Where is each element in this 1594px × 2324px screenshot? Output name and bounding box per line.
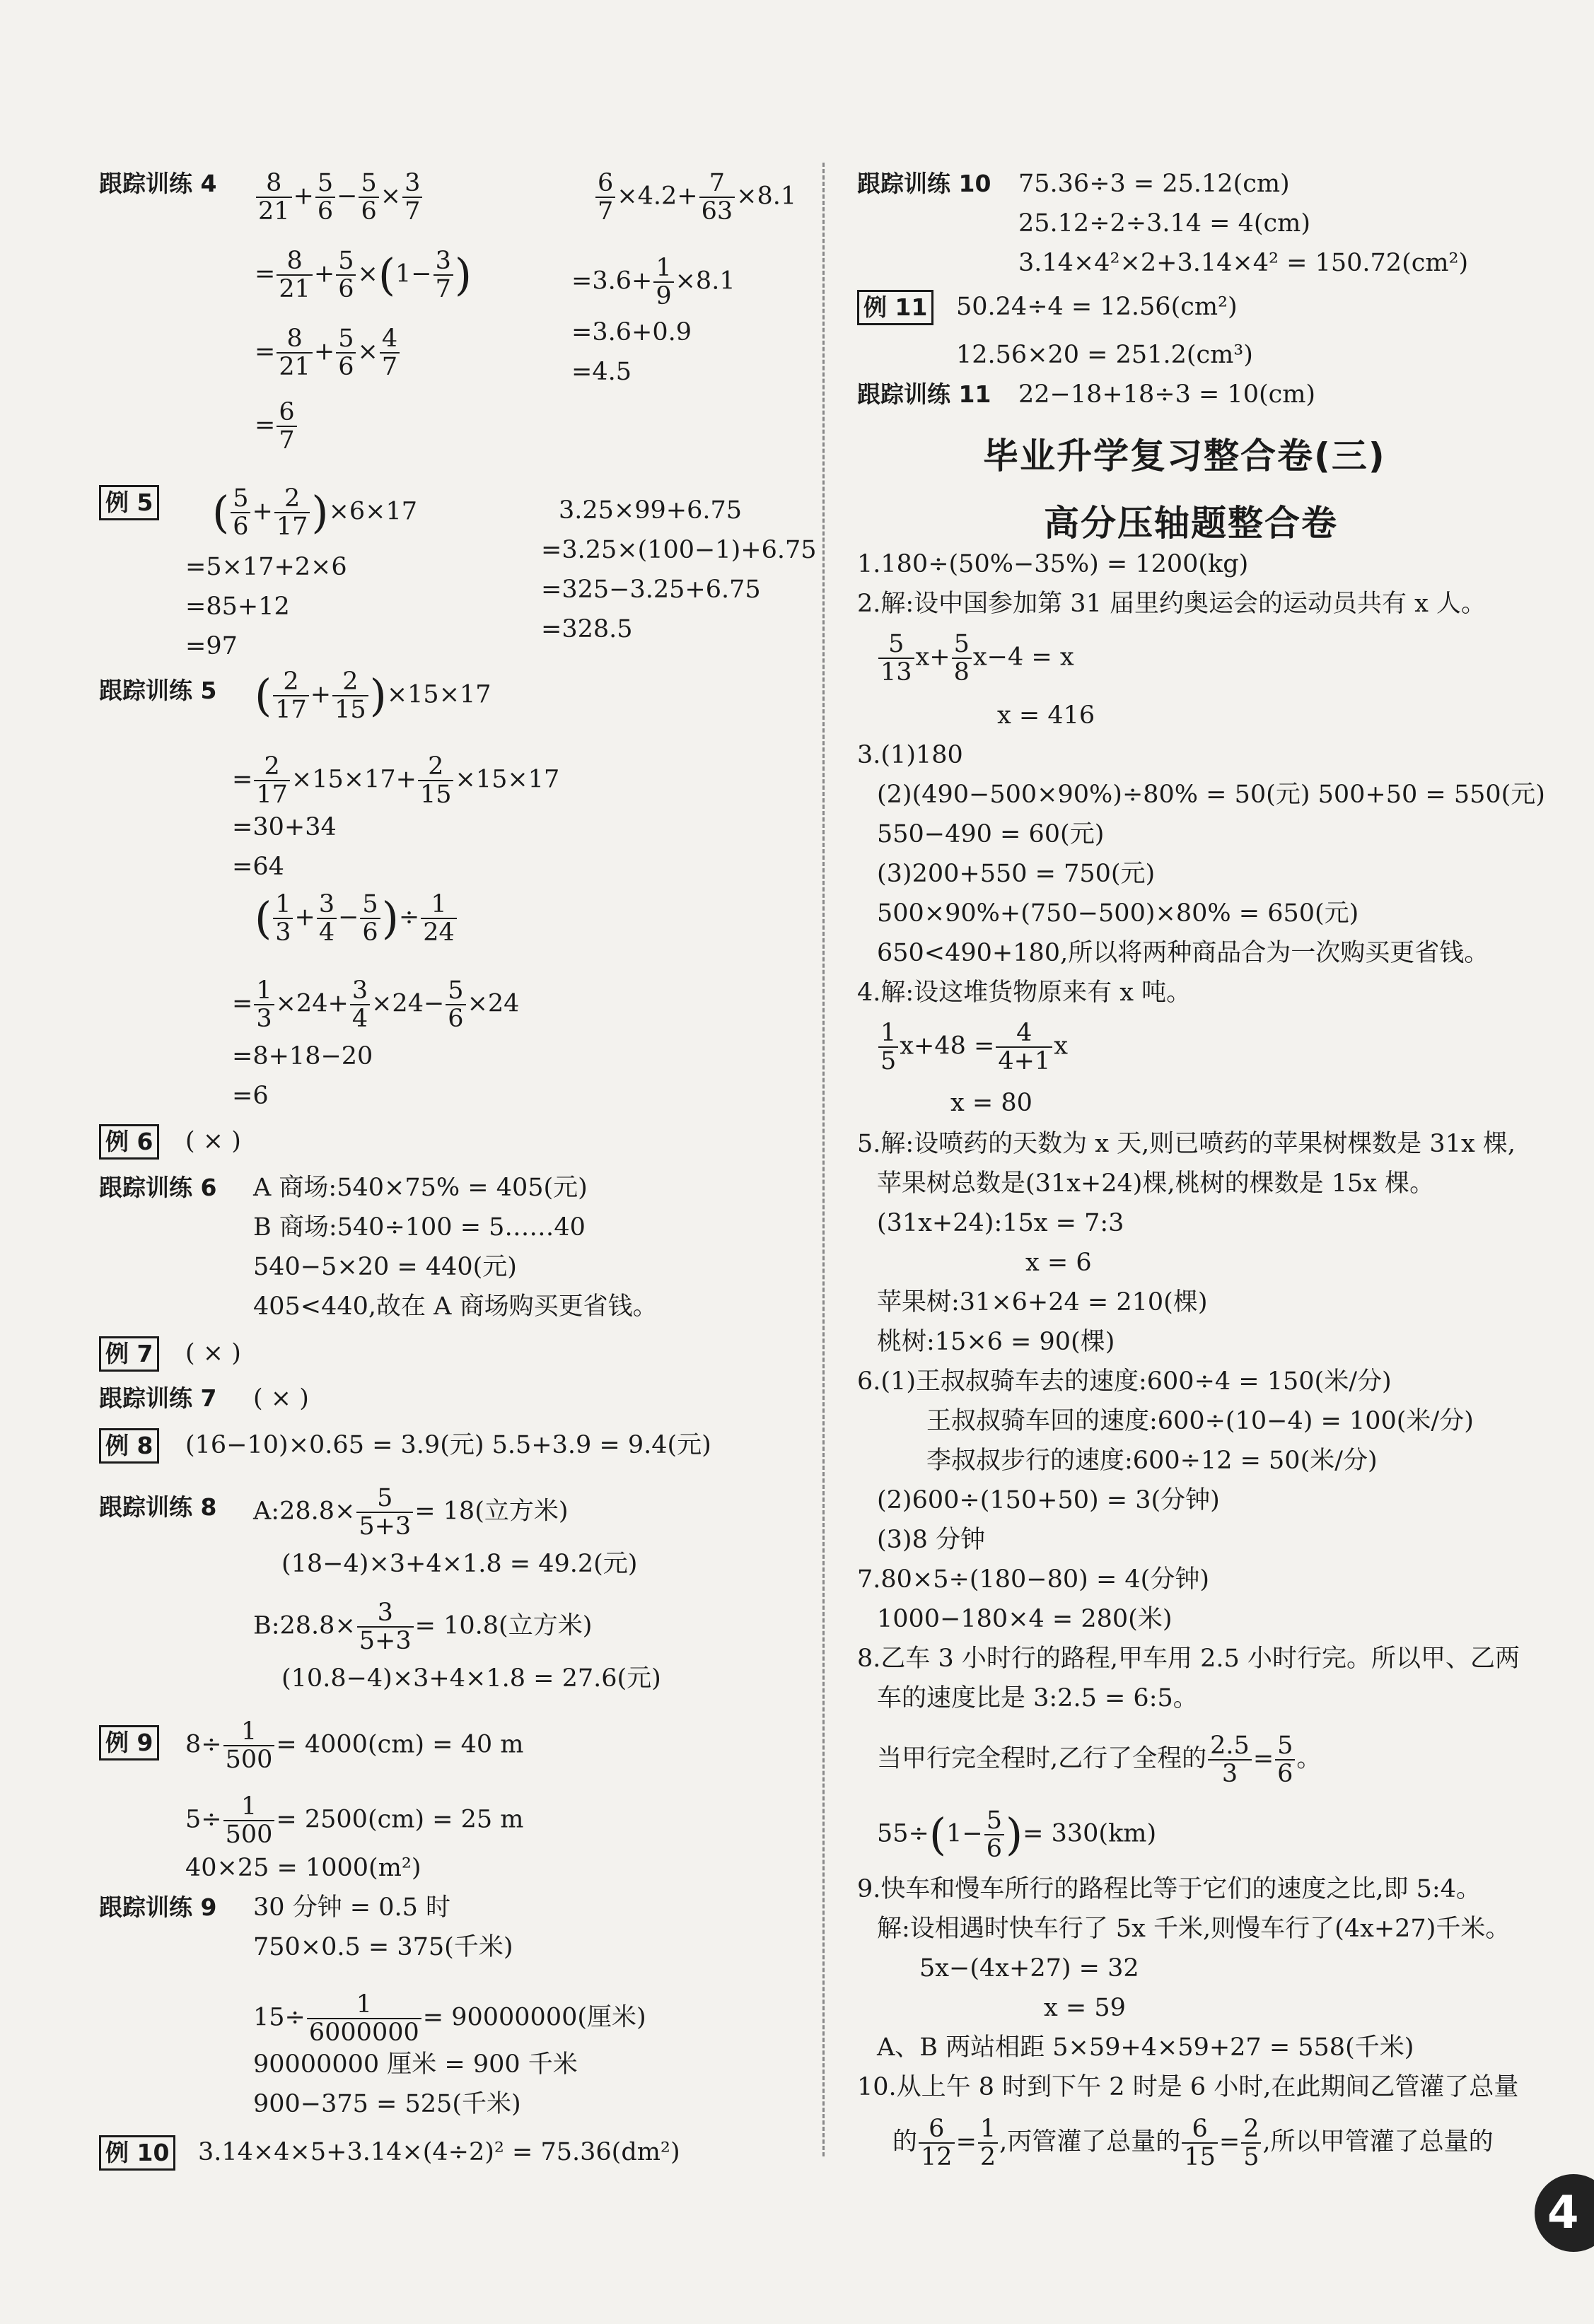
expr-e5-e: 3.25×99+6.75 — [559, 496, 743, 525]
expr-e5-a: ( $\frac{5}{6}$ + $\frac{2}{17}$ )×6×17 — [212, 484, 418, 541]
expr-t5-e: ( $\frac{1}{3}$ + $\frac{3}{4}$ − $\frac{5}{6}$ )÷ $\frac{1}{24}$ — [255, 891, 458, 946]
line-t6-b: B 商场:540÷100 = 5……40 — [253, 1213, 586, 1242]
line-e9-a: 8÷ $\frac{1}{500}$ = 4000(cm) = 40 m — [185, 1717, 524, 1774]
expr-gz4-l4c: =4.5 — [571, 358, 632, 386]
line-r10-b: 25.12÷2÷3.14 = 4(cm) — [1018, 209, 1310, 238]
expr-gz4-l4a: =3.6+ $\frac{1}{9}$ ×8.1 — [571, 254, 735, 310]
line-r10-a: 75.36÷3 = 25.12(cm) — [1018, 170, 1290, 198]
line-e8: (16−10)×0.65 = 3.9(元) 5.5+3.9 = 9.4(元) — [185, 1431, 711, 1459]
example-6-label: 例 6 — [99, 1124, 159, 1160]
expr-gz4-a: $\frac{8}{21}$ + $\frac{5}{6}$ − $\frac{5}{6}$ × $\frac{3}{7}$ — [255, 170, 424, 225]
answer-e7: ( × ) — [185, 1339, 241, 1367]
answer-q10-b: 的 $\frac{6}{12}$ = $\frac{1}{2}$ ,丙管灌了总量的 $\frac{6}{15}$ = $\frac{2}{5}$ ,所以甲管灌了总量的 — [892, 2115, 1494, 2171]
expr-t5-d: =64 — [232, 853, 284, 881]
expr-e5-d: =97 — [185, 632, 238, 660]
answer-q3-3b: 500×90%+(750−500)×80% = 650(元) — [877, 899, 1359, 928]
heading-gz8: 跟踪训练 8 — [99, 1493, 217, 1521]
answer-q5-e: 苹果树:31×6+24 = 210(棵) — [877, 1288, 1208, 1316]
page-number-badge: 4 — [1535, 2174, 1594, 2252]
expr-t5-a: ( $\frac{2}{17}$ + $\frac{2}{15}$ )×15×17 — [255, 667, 491, 724]
line-r11-c: 22−18+18÷3 = 10(cm) — [1018, 380, 1316, 409]
expr-gz4-l4b: =3.6+0.9 — [571, 318, 692, 346]
line-t8-c: B:28.8× $\frac{3}{5+3}$ = 10.8(立方米) — [253, 1599, 593, 1655]
example-9-label: 例 9 — [99, 1725, 159, 1760]
heading-gz10: 跟踪训练 10 — [857, 170, 991, 197]
expr-t5-g: =8+18−20 — [232, 1042, 373, 1070]
answer-q6-d: (2)600÷(150+50) = 3(分钟) — [877, 1486, 1220, 1514]
heading-gz9: 跟踪训练 9 — [99, 1893, 217, 1921]
column-divider — [822, 163, 825, 2156]
answer-q7-a: 7.80×5÷(180−80) = 4(分钟) — [857, 1565, 1209, 1594]
answer-q6-e: (3)8 分钟 — [877, 1526, 985, 1554]
answer-q4: 4.解:设这堆货物原来有 x 吨。 — [857, 979, 1192, 1007]
line-t9-b: 750×0.5 = 375(千米) — [253, 1933, 513, 1961]
answer-q8-d: 55÷(1− $\frac{5}{6}$ )= 330(km) — [877, 1806, 1157, 1863]
answer-q5-a: 5.解:设喷药的天数为 x 天,则已喷药的苹果树棵数是 31x 棵, — [857, 1130, 1516, 1158]
answer-q9-c: 5x−(4x+27) = 32 — [919, 1954, 1139, 1983]
answer-q9-d: x = 59 — [1044, 1994, 1126, 2022]
answer-q3-3: (3)200+550 = 750(元) — [877, 860, 1156, 888]
expr-gz4-g: = $\frac{6}{7}$ — [255, 399, 298, 454]
answer-q5-b: 苹果树总数是(31x+24)棵,桃树的棵数是 15x 棵。 — [877, 1169, 1435, 1198]
expr-e5-b: =5×17+2×6 — [185, 553, 347, 581]
line-t8-b: (18−4)×3+4×1.8 = 49.2(元) — [281, 1550, 638, 1578]
answer-q6-b: 王叔叔骑车回的速度:600÷(10−4) = 100(米/分) — [926, 1407, 1474, 1435]
heading-gz11: 跟踪训练 11 — [857, 380, 991, 408]
expr-t5-c: =30+34 — [232, 813, 337, 841]
answer-q8-b: 车的速度比是 3:2.5 = 6:5。 — [877, 1684, 1198, 1712]
answer-e6: ( × ) — [185, 1127, 241, 1155]
answer-q9-b: 解:设相遇时快车行了 5x 千米,则慢车行了(4x+27)千米。 — [877, 1915, 1511, 1943]
line-t9-e: 900−375 = 525(千米) — [253, 2090, 521, 2118]
answer-q9-a: 9.快车和慢车所行的路程比等于它们的速度之比,即 5:4。 — [857, 1875, 1481, 1903]
line-t9-a: 30 分钟 = 0.5 时 — [253, 1893, 451, 1922]
line-r10-c: 3.14×4²×2+3.14×4² = 150.72(cm²) — [1018, 249, 1469, 277]
line-t8-d: (10.8−4)×3+4×1.8 = 27.6(元) — [281, 1664, 661, 1693]
answer-q3-2b: 550−490 = 60(元) — [877, 820, 1105, 848]
expr-e5-f: =3.25×(100−1)+6.75 — [541, 536, 817, 564]
heading-gz6: 跟踪训练 6 — [99, 1174, 217, 1201]
line-t9-c: 15÷ $\frac{1}{6000000}$ = 90000000(厘米) — [253, 1990, 646, 2047]
line-e10: 3.14×4×5+3.14×(4÷2)² = 75.36(dm²) — [198, 2138, 680, 2166]
line-t9-d: 90000000 厘米 = 900 千米 — [253, 2050, 578, 2079]
answer-q3-1: 3.(1)180 — [857, 741, 963, 769]
expr-t5-f: = $\frac{1}{3}$ ×24+ $\frac{3}{4}$ ×24− $\frac{5}{6}$ ×24 — [232, 976, 520, 1033]
expr-gz4-f: = $\frac{8}{21}$ + $\frac{5}{6}$ × $\frac{4}{7}$ — [255, 325, 401, 380]
line-r11-a: 50.24÷4 = 12.56(cm²) — [956, 293, 1238, 321]
expr-gz4-e: = $\frac{8}{21}$ + $\frac{5}{6}$ ×(1− $\frac{3}{7}$ ) — [255, 247, 472, 303]
example-5-label: 例 5 — [99, 485, 159, 520]
answer-q8-a: 8.乙车 3 小时行的路程,甲车用 2.5 小时行完。所以甲、乙两 — [857, 1645, 1520, 1673]
line-t6-c: 540−5×20 = 440(元) — [253, 1253, 517, 1281]
answer-q2-x: x = 416 — [997, 701, 1095, 730]
line-t8-a: A:28.8× $\frac{5}{5+3}$ = 18(立方米) — [253, 1484, 569, 1541]
heading-gz4: 跟踪训练 4 — [99, 170, 217, 197]
section-title: 毕业升学复习整合卷(三) — [983, 436, 1386, 477]
answer-q2-eq: $\frac{5}{13}$ x+ $\frac{5}{8}$ x−4 = x — [877, 631, 1074, 686]
expr-t5-b: = $\frac{2}{17}$ ×15×17+ $\frac{2}{15}$ ×15×17 — [232, 752, 560, 809]
expr-t5-h: =6 — [232, 1082, 269, 1110]
line-t6-a: A 商场:540×75% = 405(元) — [253, 1174, 588, 1202]
line-e9-b: 5÷ $\frac{1}{500}$ = 2500(cm) = 25 m — [185, 1792, 524, 1849]
example-10-label: 例 10 — [99, 2135, 175, 2171]
answer-q5-c: (31x+24):15x = 7:3 — [877, 1209, 1124, 1237]
line-t6-d: 405<440,故在 A 商场购买更省钱。 — [253, 1292, 658, 1321]
answer-q1: 1.180÷(50%−35%) = 1200(kg) — [857, 550, 1249, 578]
answer-q3-2: (2)(490−500×90%)÷80% = 50(元) 500+50 = 550(元) — [877, 781, 1545, 809]
expr-e5-h: =328.5 — [541, 615, 633, 643]
answer-q6-c: 李叔叔步行的速度:600÷12 = 50(米/分) — [926, 1447, 1378, 1475]
answer-q5-f: 桃树:15×6 = 90(棵) — [877, 1328, 1115, 1356]
expr-gz4-h: $\frac{6}{7}$ ×4.2+ $\frac{7}{63}$ ×8.1 — [594, 170, 796, 225]
section-subtitle: 高分压轴题整合卷 — [1044, 503, 1338, 544]
heading-gz5: 跟踪训练 5 — [99, 677, 217, 704]
line-e9-c: 40×25 = 1000(m²) — [185, 1854, 421, 1882]
example-7-label: 例 7 — [99, 1336, 159, 1372]
answer-q3-3c: 650<490+180,所以将两种商品合为一次购买更省钱。 — [877, 939, 1489, 967]
answer-q6-a: 6.(1)王叔叔骑车去的速度:600÷4 = 150(米/分) — [857, 1367, 1392, 1396]
line-r11-b: 12.56×20 = 251.2(cm³) — [956, 341, 1253, 369]
answer-q4-eq: $\frac{1}{5}$ x+48 = $\frac{4}{4+1}$ x — [877, 1020, 1068, 1075]
answer-q5-d: x = 6 — [1025, 1249, 1092, 1277]
expr-e5-g: =325−3.25+6.75 — [541, 576, 761, 604]
answer-t7: ( × ) — [253, 1384, 309, 1413]
example-8-label: 例 8 — [99, 1428, 159, 1464]
answer-q9-e: A、B 两站相距 5×59+4×59+27 = 558(千米) — [877, 2033, 1414, 2062]
answer-q4-x: x = 80 — [950, 1089, 1032, 1117]
answer-q2: 2.解:设中国参加第 31 届里约奥运会的运动员共有 x 人。 — [857, 590, 1486, 618]
answer-q7-b: 1000−180×4 = 280(米) — [877, 1605, 1173, 1633]
example-11-label: 例 11 — [857, 290, 933, 325]
heading-gz7: 跟踪训练 7 — [99, 1384, 217, 1412]
answer-q8-c: 当甲行完全程时,乙行了全程的 $\frac{2.5}{3}$ = $\frac{5}{6}$ 。 — [877, 1732, 1322, 1788]
answer-q10-a: 10.从上午 8 时到下午 2 时是 6 小时,在此期间乙管灌了总量 — [857, 2073, 1519, 2101]
expr-e5-c: =85+12 — [185, 592, 290, 621]
